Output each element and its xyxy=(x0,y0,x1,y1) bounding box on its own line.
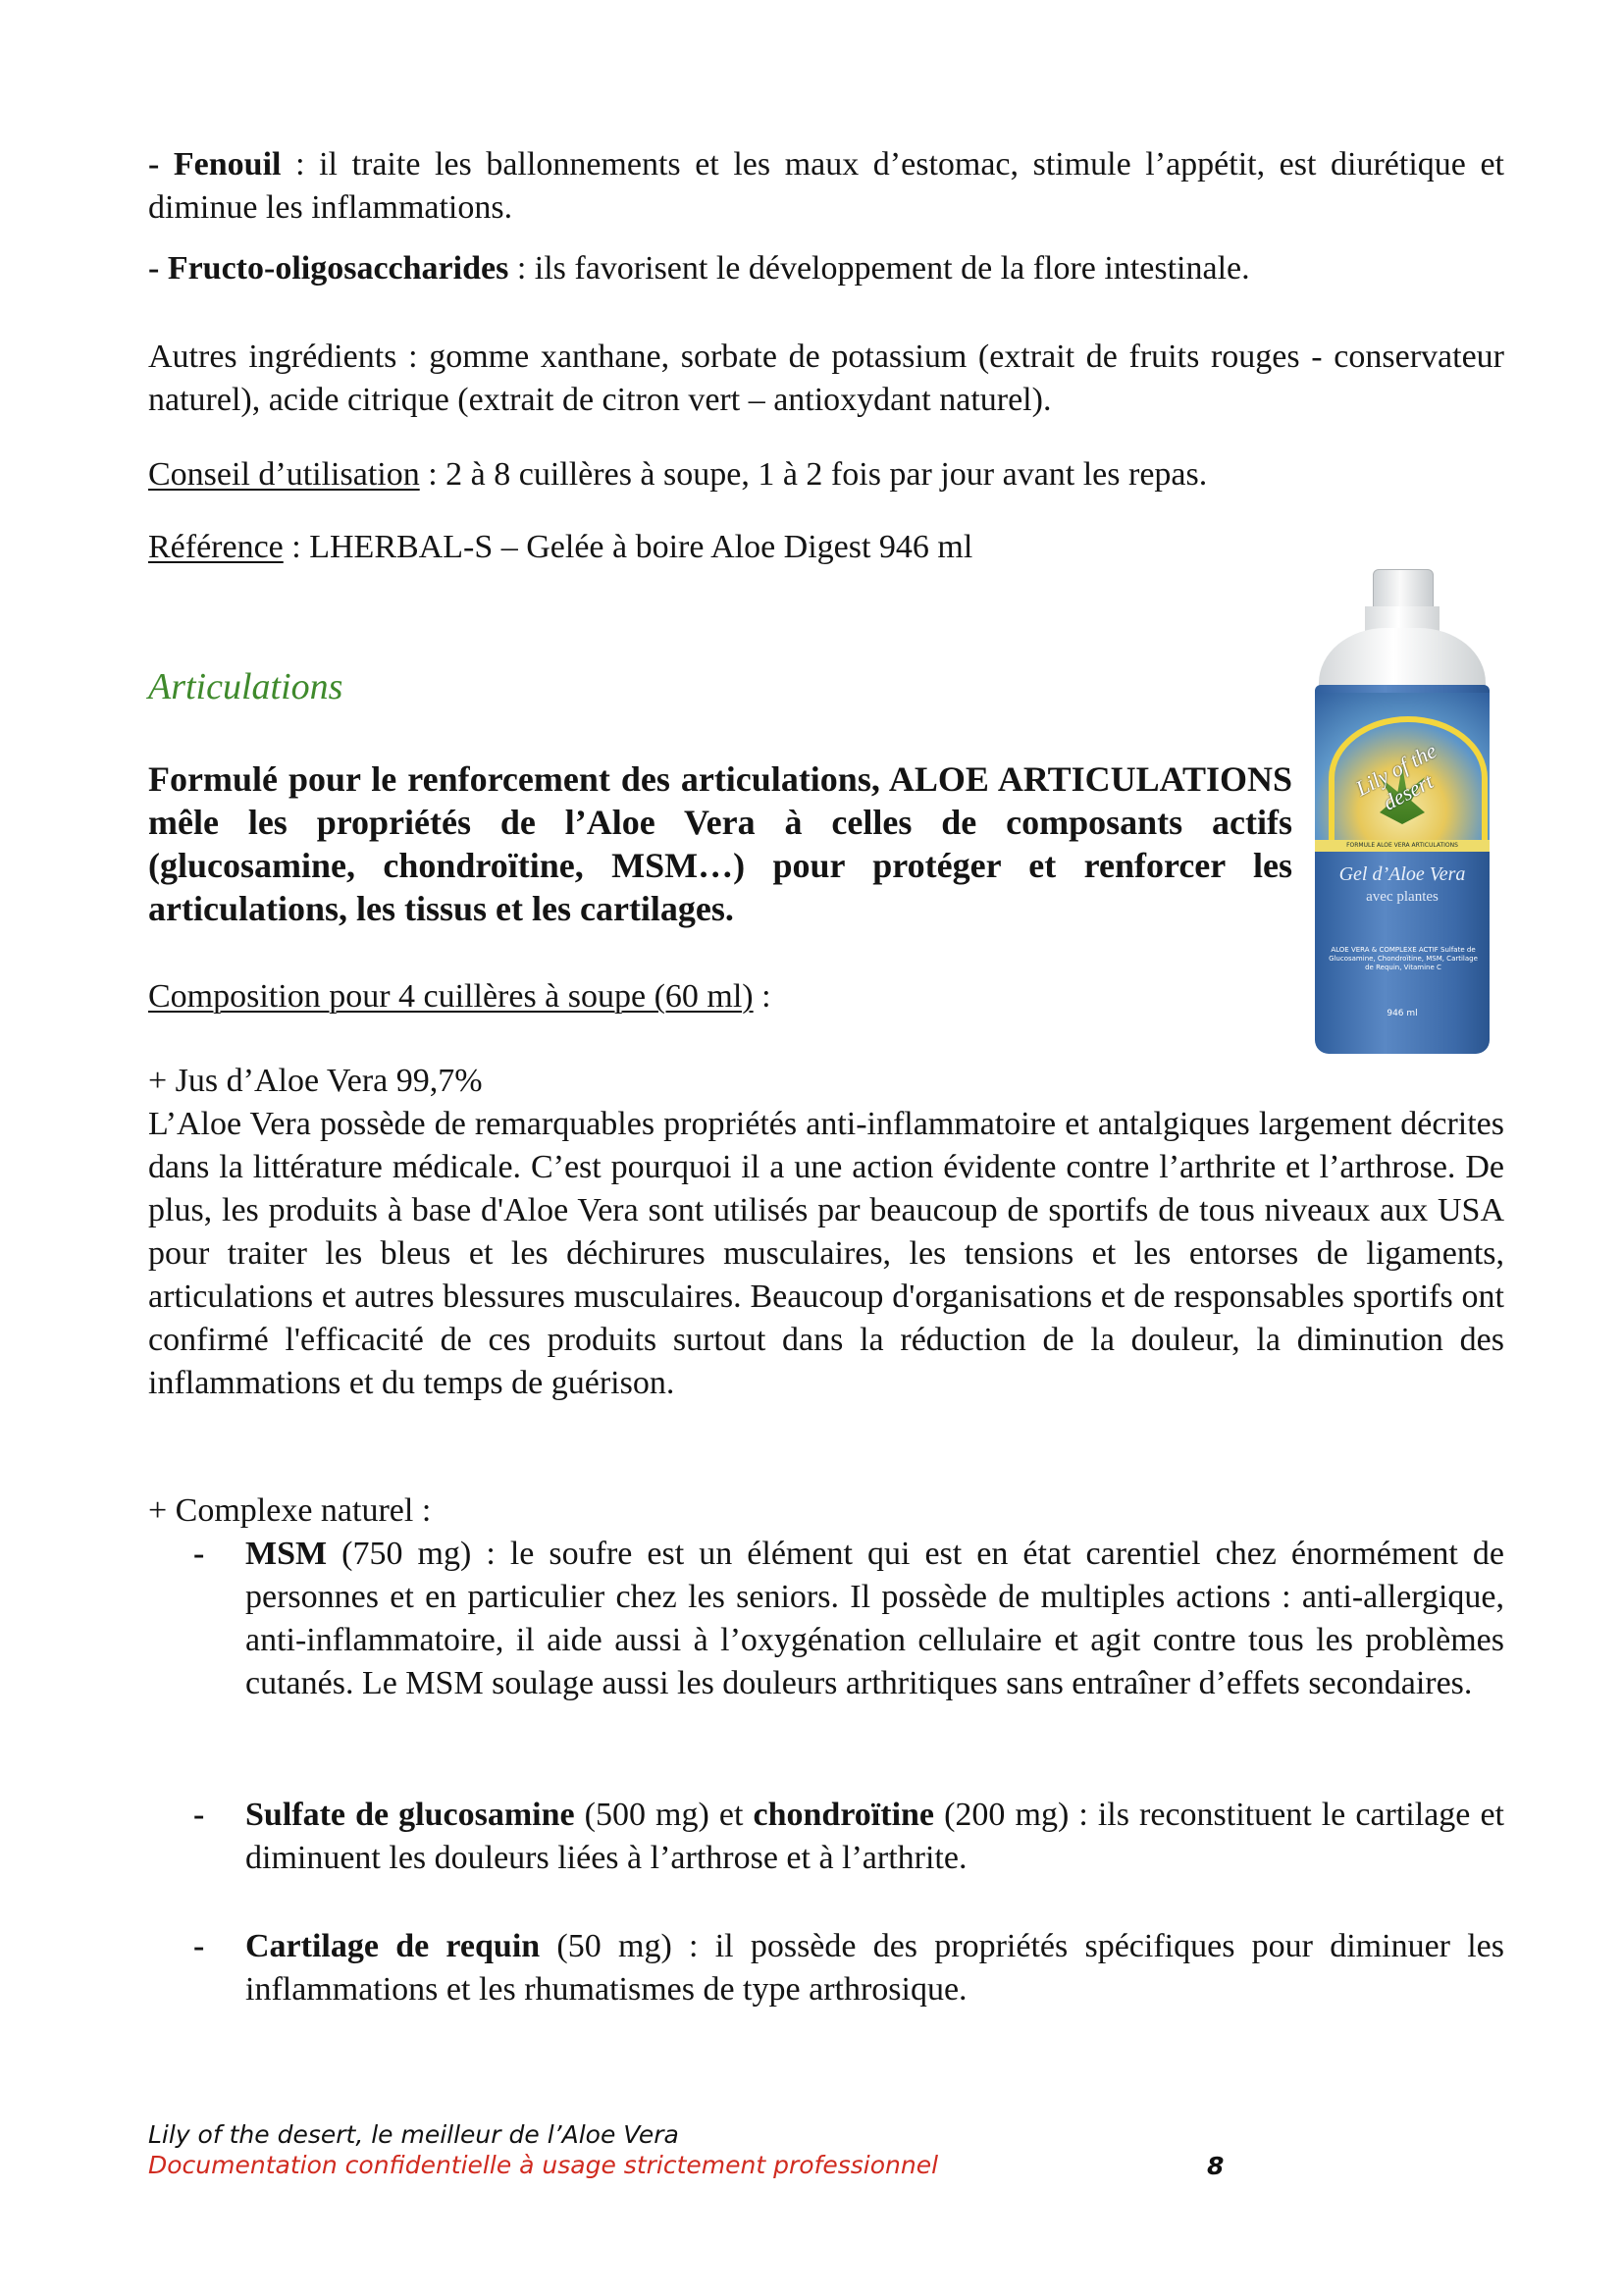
bottle-band-text: FORMULE ALOE VERA ARTICULATIONS xyxy=(1346,842,1458,849)
composition-label: Composition pour 4 cuillères à soupe (60 ml) xyxy=(148,978,754,1015)
bottle-product-name: Gel d’Aloe Vera xyxy=(1338,863,1466,885)
composition-suffix: : xyxy=(753,978,771,1015)
bullet-text: (500 mg) et xyxy=(574,1797,754,1833)
bullet-dash: - xyxy=(193,1536,205,1572)
bullet-dash: - xyxy=(193,1928,205,1964)
composition-line xyxy=(148,975,1504,1018)
bottle-volume: 946 ml xyxy=(1387,1009,1418,1018)
conseil-paragraph xyxy=(148,453,1504,496)
bullet-glucosamine xyxy=(148,1794,1504,1880)
page-number: 8 xyxy=(1207,2152,1225,2180)
bullet-term: Sulfate de glucosamine xyxy=(245,1797,575,1833)
conseil-text: : 2 à 8 cuillères à soupe, 1 à 2 fois par jour avant les repas. xyxy=(419,456,1208,493)
bullet-term: Cartilage de requin xyxy=(245,1928,541,1964)
bullet-requin xyxy=(148,1925,1504,2011)
bullet-dash: - xyxy=(193,1797,205,1833)
list-item xyxy=(148,1533,1504,1705)
jus-paragraph: L’Aloe Vera possède de remarquables propriétés anti-inflammatoire et antalgiques largement décrites dans la littérature médicale. C’est pourquoi il a une action évidente contre l’arthrite et l’arthrose. De plus, les produits à base d'Aloe Vera sont utilisés par beaucoup de sportifs de tous niveaux aux USA pour traiter les bleus et les déchirures musculaires, les tensions et les entorses de ligaments, articulations et autres blessures musculaires. Beaucoup d'organisations et de responsables sportifs ont confirmé l'efficacité de ces produits surtout dans la réduction de la douleur, la diminution des inflammations et du temps de guérison. xyxy=(148,1106,1504,1401)
fos-term: - Fructo-oligosaccharides xyxy=(148,250,509,287)
fos-text: : ils favorisent le développement de la flore intestinale. xyxy=(508,250,1250,287)
conseil-label: Conseil d’utilisation xyxy=(148,456,420,493)
product-bottle-image xyxy=(1311,569,1493,1060)
reference-paragraph xyxy=(148,526,1504,569)
list-item xyxy=(148,1794,1504,1880)
bullet-text-2: (200 mg) : ils reconstituent le cartilage et diminuent les douleurs liées à l’arthrose et à l’arthrite. xyxy=(245,1797,1504,1876)
bottle-small-print: ALOE VERA & COMPLEXE ACTIF Sulfate de Glucosamine, Chondroïtine, MSM, Cartilage de Requin, Vitamine C xyxy=(1329,946,1478,971)
bullet-text: (50 mg) : il possède des propriétés spécifiques pour diminuer les inflammations et les rhumatismes de type arthrosique. xyxy=(245,1928,1504,2008)
reference-label: Référence xyxy=(148,529,284,565)
fenouil-paragraph xyxy=(148,143,1504,230)
fenouil-text: : il traite les ballonnements et les maux d’estomac, stimule l’appétit, est diurétique et diminue les inflammations. xyxy=(148,146,1504,226)
reference-text: : LHERBAL-S – Gelée à boire Aloe Digest 946 ml xyxy=(283,529,973,565)
footer-line-1: Lily of the desert, le meilleur de l’Aloe Vera xyxy=(148,2120,679,2149)
page-footer xyxy=(148,2119,1237,2180)
bullet-text: (750 mg) : le soufre est un élément qui est en état carentiel chez énormément de personnes et en particulier chez les seniors. Il possède de multiples actions : anti-allergique, anti-inflammatoire, il aide aussi à l’oxygénation cellulaire et agit contre tous les problèmes cutanés. Le MSM soulage aussi les douleurs arthritiques sans entraîner d’effets secondaires. xyxy=(245,1536,1504,1701)
fenouil-term: - Fenouil xyxy=(148,146,282,183)
bullet-term-2: chondroïtine xyxy=(753,1797,935,1833)
jus-line: + Jus d’Aloe Vera 99,7% xyxy=(148,1063,483,1099)
section-intro: Formulé pour le renforcement des articulations, ALOE ARTICULATIONS mêle les propriétés de l’Aloe Vera à celles de composants actifs (glucosamine, chondroïtine, MSM…) pour protéger et renforcer les articulations, les tissus et les cartilages. xyxy=(148,759,1292,928)
bullet-term: MSM xyxy=(245,1536,328,1572)
section-title: Articulations xyxy=(148,666,343,707)
autres-ingredients: Autres ingrédients : gomme xanthane, sorbate de potassium (extrait de fruits rouges - conservateur naturel), acide citrique (extrait de citron vert – antioxydant naturel). xyxy=(148,339,1504,418)
fos-paragraph xyxy=(148,247,1504,290)
complexe-line: + Complexe naturel : xyxy=(148,1492,432,1529)
bottle-product-sub: avec plantes xyxy=(1366,889,1439,905)
bullet-msm xyxy=(148,1533,1504,1705)
footer-line-2: Documentation confidentielle à usage strictement professionnel xyxy=(148,2151,939,2179)
bottle-brand: Lily of the desert xyxy=(1351,738,1440,815)
list-item xyxy=(148,1925,1504,2011)
bottle-cap xyxy=(1373,569,1434,610)
